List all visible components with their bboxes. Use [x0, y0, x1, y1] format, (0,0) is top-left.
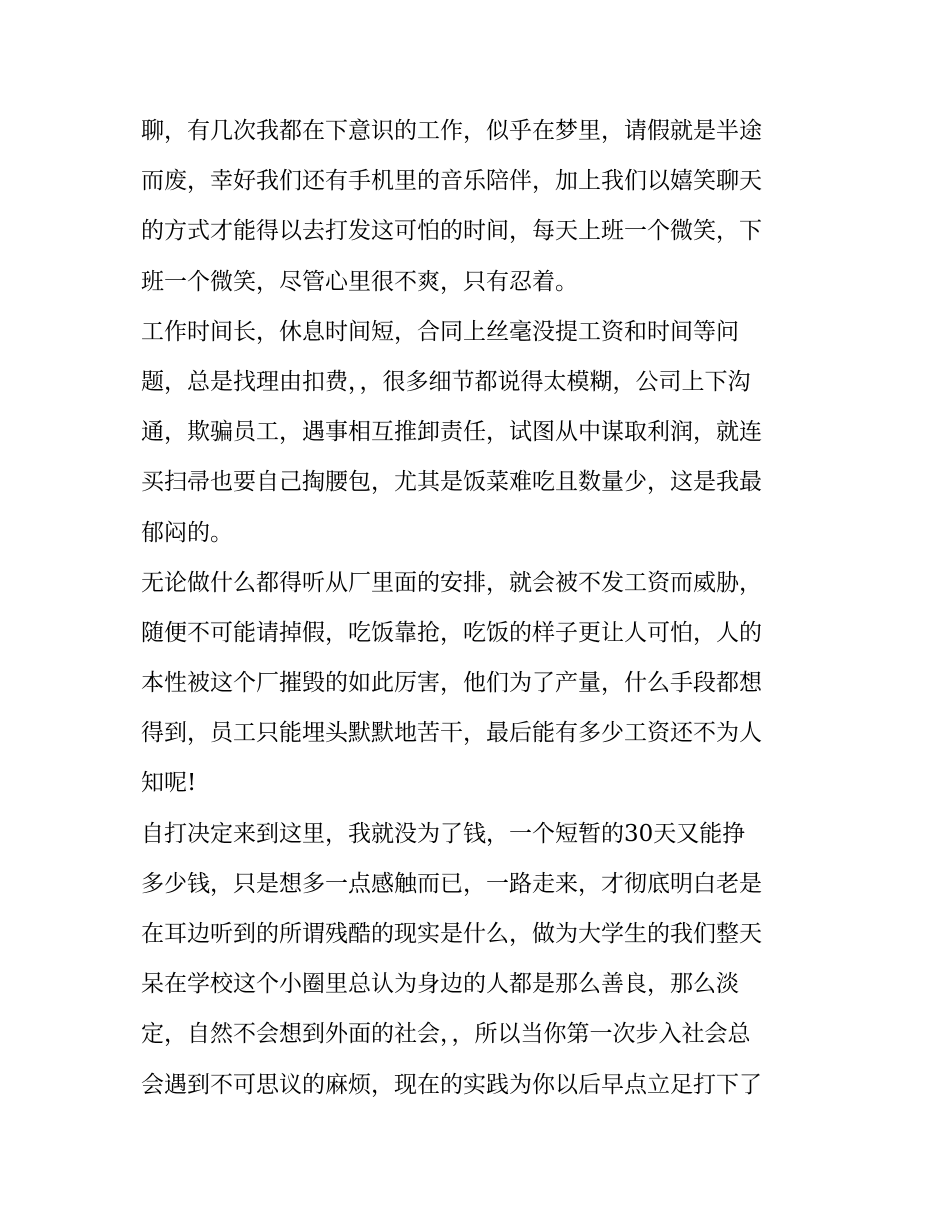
text-line: 呆在学校这个小圈里总认为身边的人都是那么善良，那么淡 — [141, 971, 739, 998]
text-line: 自打决定来到这里，我就没为了钱，一个短暂的30天又能挣 — [141, 820, 746, 847]
text-line: 工作时间长，休息时间短，合同上丝毫没提工资和时间等问 — [141, 318, 739, 345]
text-line: 而废，幸好我们还有手机里的音乐陪伴，加上我们以嬉笑聊天 — [141, 168, 762, 195]
text-line: 郁闷的。 — [141, 519, 233, 546]
text-line: 多少钱，只是想多一点感触而已，一路走来，才彻底明白老是 — [141, 870, 762, 897]
text-line: 聊，有几次我都在下意识的工作，似乎在梦里，请假就是半途 — [141, 118, 762, 144]
text-line: 通，欺骗员工，遇事相互推卸责任，试图从中谋取利润，就连 — [141, 419, 762, 446]
text-line: 定，自然不会想到外面的社会，，所以当你第一次步入社会总 — [141, 1021, 751, 1048]
text-line: 随便不可能请掉假，吃饭靠抢，吃饭的样子更让人可怕，人的 — [141, 619, 762, 646]
text-line: 的方式才能得以去打发这可怕的时间，每天上班一个微笑，下 — [141, 218, 762, 245]
text-line: 知呢! — [141, 770, 197, 797]
document-body — [141, 106, 821, 1110]
text-line: 会遇到不可思议的麻烦，现在的实践为你以后早点立足打下了 — [141, 1071, 762, 1098]
text-line: 班一个微笑，尽管心里很不爽，只有忍着。 — [141, 268, 578, 295]
text-line: 无论做什么都得听从厂里面的安排，就会被不发工资而威胁， — [141, 569, 762, 596]
text-line: 本性被这个厂摧毁的如此厉害，他们为了产量，什么手段都想 — [141, 670, 762, 697]
text-line: 买扫帚也要自己掏腰包，尤其是饭菜难吃且数量少，这是我最 — [141, 469, 762, 496]
text-line: 在耳边听到的所谓残酷的现实是什么，做为大学生的我们整天 — [141, 921, 762, 947]
text-line: 得到，员工只能埋头默默地苦干，最后能有多少工资还不为人 — [141, 720, 762, 747]
text-line: 题，总是找理由扣费，，很多细节都说得太模糊，公司上下沟 — [141, 368, 751, 395]
